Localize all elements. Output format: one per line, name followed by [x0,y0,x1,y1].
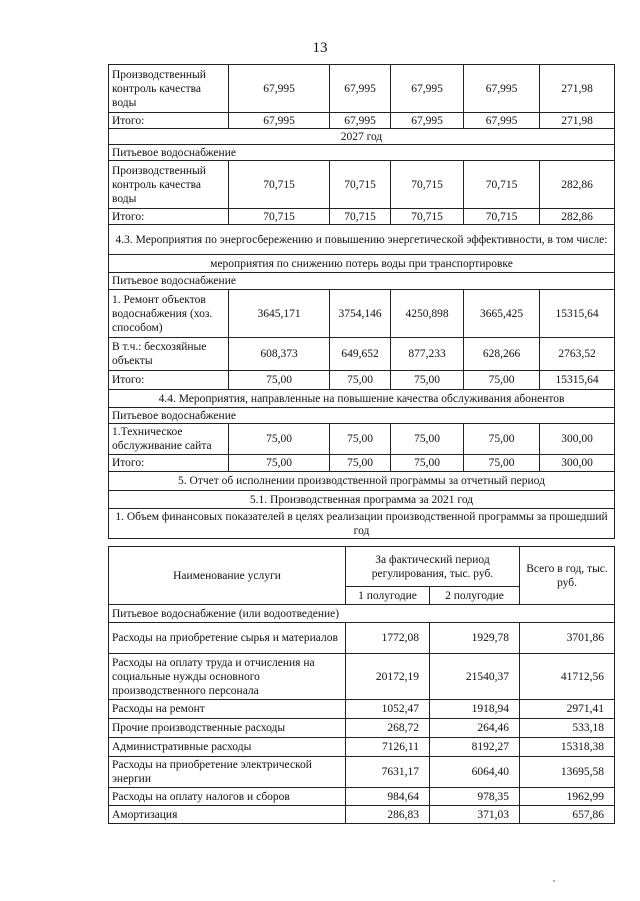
cell-value: 70,715 [391,209,464,225]
expense-label: Расходы на приобретение электрической энергии [109,757,346,788]
table-row [109,338,615,371]
year-total: 3701,86 [520,623,615,654]
half1-value: 7126,11 [346,738,430,757]
half1-value: 984,64 [346,788,430,806]
table-row [109,225,615,255]
expense-label: Расходы на оплату труда и отчисления на социальные нужды основного производственного персонала [109,654,346,700]
cell-total: 300,00 [540,424,615,455]
cell-value: 75,00 [229,371,330,390]
half1-value: 1052,47 [346,700,430,719]
cell-value: 67,995 [391,113,464,129]
table-row [109,209,615,225]
expense-label: Расходы на ремонт [109,700,346,719]
cell-value: 75,00 [391,424,464,455]
cell-total: 271,98 [540,65,615,113]
cell-value: 75,00 [229,455,330,472]
cell-value: 649,652 [330,338,391,371]
cell-value: 67,995 [391,65,464,113]
cell-value: 70,715 [330,209,391,225]
cell-total: 300,00 [540,455,615,472]
section-heading: 2027 год [109,129,615,145]
row-label: Производственный контроль качества воды [109,65,229,113]
scan-speck [553,880,555,882]
cell-value: 67,995 [330,65,391,113]
cell-value: 70,715 [391,161,464,209]
table-row [109,290,615,338]
half1-value: 20172,19 [346,654,430,700]
table-row [109,509,615,539]
section-heading: 4.3. Мероприятия по энергосбережению и повышению энергетической эффективности, в том числе: [109,225,615,255]
expense-label: Расходы на оплату налогов и сборов [109,788,346,806]
row-label: Итого: [109,455,229,472]
page-number: 13 [312,40,328,56]
table-row [109,129,615,145]
header-total: Всего в год, тыс. руб. [520,547,615,605]
cell-total: 15315,64 [540,290,615,338]
row-label: Производственный контроль качества воды [109,161,229,209]
cell-value: 67,995 [229,113,330,129]
table-row [109,788,615,806]
table-row [109,654,615,700]
expense-label: Амортизация [109,806,346,824]
section-heading: 5.1. Производственная программа за 2021 год [109,491,615,509]
table-row [109,408,615,424]
cell-value: 3665,425 [464,290,540,338]
table-row [109,65,615,113]
header-half2: 2 полугодие [430,587,520,605]
table-row [109,472,615,491]
table-row [109,491,615,509]
expense-label: Прочие производственные расходы [109,719,346,738]
cell-value: 75,00 [464,424,540,455]
cell-value: 70,715 [229,209,330,225]
cell-total: 282,86 [540,161,615,209]
cell-value: 75,00 [330,424,391,455]
half1-value: 1772,08 [346,623,430,654]
cell-value: 70,715 [464,161,540,209]
year-total: 2971,41 [520,700,615,719]
half2-value: 1929,78 [430,623,520,654]
cell-value: 608,373 [229,338,330,371]
year-total: 13695,58 [520,757,615,788]
cell-value: 70,715 [464,209,540,225]
year-total: 41712,56 [520,654,615,700]
group-label: Питьевое водоснабжение [109,273,615,290]
cell-value: 67,995 [464,65,540,113]
cell-total: 2763,52 [540,338,615,371]
table-row [109,371,615,390]
cell-total: 282,86 [540,209,615,225]
year-total: 1962,99 [520,788,615,806]
half1-value: 268,72 [346,719,430,738]
cell-value: 67,995 [464,113,540,129]
year-total: 533,18 [520,719,615,738]
half2-value: 978,35 [430,788,520,806]
expense-label: Административные расходы [109,738,346,757]
cell-value: 67,995 [229,65,330,113]
half2-value: 371,03 [430,806,520,824]
header-service: Наименование услуги [109,547,346,605]
header-period: За фактический период регулирования, тыс. руб. [346,547,520,587]
table-row [109,719,615,738]
table-row [109,145,615,161]
half2-value: 21540,37 [430,654,520,700]
cell-value: 628,266 [464,338,540,371]
row-label: В т.ч.: бесхозяйные объекты [109,338,229,371]
finance-section: Питьевое водоснабжение (или водоотведение) [109,605,615,623]
table-row [109,255,615,273]
cell-value: 70,715 [229,161,330,209]
plan-table [108,64,615,539]
row-label: Итого: [109,371,229,390]
half2-value: 264,46 [430,719,520,738]
cell-value: 4250,898 [391,290,464,338]
cell-value: 3645,171 [229,290,330,338]
cell-value: 877,233 [391,338,464,371]
row-label: Итого: [109,113,229,129]
table-row [109,623,615,654]
half2-value: 8192,27 [430,738,520,757]
group-label: Питьевое водоснабжение [109,145,615,161]
cell-total: 271,98 [540,113,615,129]
section-heading: мероприятия по снижению потерь воды при транспортировке [109,255,615,273]
cell-value: 67,995 [330,113,391,129]
table-row [109,700,615,719]
table-row [109,273,615,290]
cell-value: 75,00 [330,455,391,472]
cell-value: 75,00 [391,371,464,390]
half1-value: 7631,17 [346,757,430,788]
table-row [109,161,615,209]
cell-value: 75,00 [391,455,464,472]
table-row [109,424,615,455]
header-half1: 1 полугодие [346,587,430,605]
section-heading: 1. Объем финансовых показателей в целях реализации производственной программы за прошедший год [109,509,615,539]
row-label: Итого: [109,209,229,225]
expense-label: Расходы на приобретение сырья и материалов [109,623,346,654]
row-label: 1.Техническое обслуживание сайта [109,424,229,455]
half1-value: 286,83 [346,806,430,824]
table-row [109,390,615,408]
table-row [109,806,615,824]
row-label: 1. Ремонт объектов водоснабжения (хоз. способом) [109,290,229,338]
year-total: 657,86 [520,806,615,824]
group-label: Питьевое водоснабжение [109,408,615,424]
table-row [109,113,615,129]
table-row [109,455,615,472]
year-total: 15318,38 [520,738,615,757]
cell-value: 75,00 [464,371,540,390]
cell-value: 75,00 [330,371,391,390]
cell-value: 75,00 [464,455,540,472]
cell-value: 3754,146 [330,290,391,338]
cell-value: 75,00 [229,424,330,455]
cell-total: 15315,64 [540,371,615,390]
finance-table [108,546,615,824]
section-heading: 4.4. Мероприятия, направленные на повышение качества обслуживания абонентов [109,390,615,408]
section-heading: 5. Отчет об исполнении производственной программы за отчетный период [109,472,615,491]
table-row [109,757,615,788]
cell-value: 70,715 [330,161,391,209]
half2-value: 6064,40 [430,757,520,788]
table-row [109,738,615,757]
half2-value: 1918,94 [430,700,520,719]
